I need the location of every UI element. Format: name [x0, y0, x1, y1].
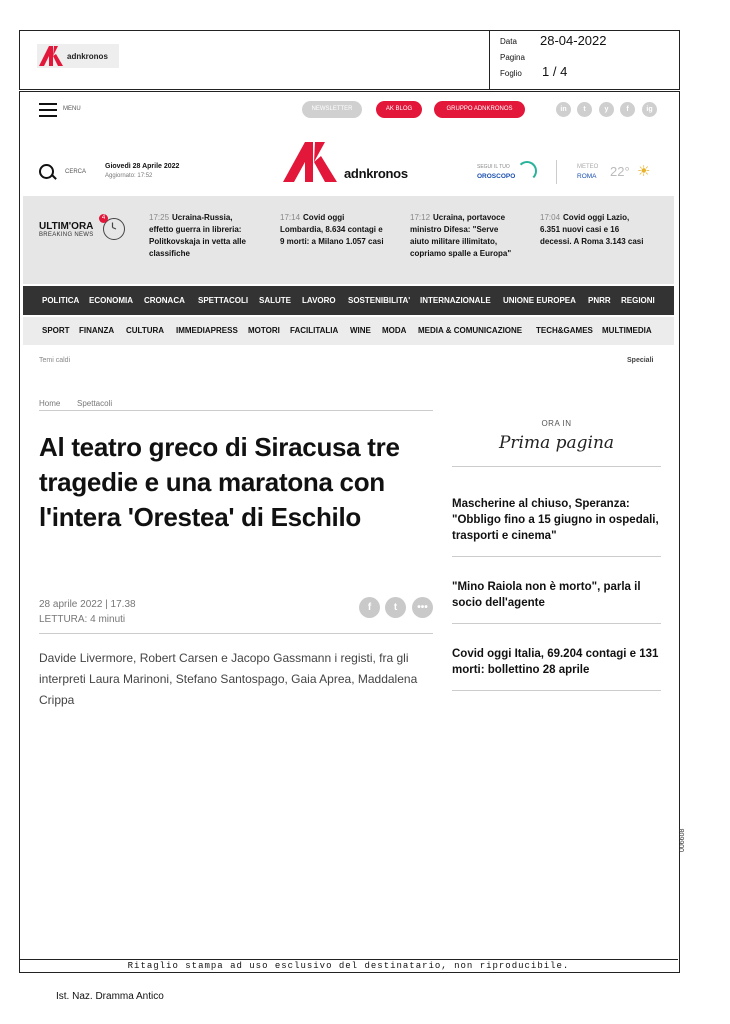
breaking-item[interactable]: 17:25 Ucraina-Russia, effetto guerra in libreria: Politkovskaja in vetta alle classifiche [149, 213, 246, 258]
meteo-city[interactable]: ROMA [577, 173, 597, 180]
clipping-header [19, 30, 680, 90]
main-logo-icon[interactable] [283, 142, 343, 182]
oroscopo-link[interactable]: OROSCOPO [477, 173, 516, 180]
menu-label[interactable]: MENU [63, 106, 81, 112]
clipping-meta [489, 31, 680, 89]
nav-item[interactable]: IMMEDIAPRESS [176, 326, 238, 335]
nav-item[interactable]: INTERNAZIONALE [420, 296, 491, 305]
facebook-icon[interactable]: f [620, 102, 635, 117]
youtube-icon[interactable]: y [599, 102, 614, 117]
menu-icon[interactable] [39, 103, 57, 121]
nav-item[interactable]: SALUTE [259, 296, 291, 305]
clipping-brand: adnkronos [67, 51, 108, 61]
clipping-code: 006608 [679, 828, 686, 852]
breaking-item[interactable]: 17:04 Covid oggi Lazio, 6.351 nuovi casi e 16 decessi. A Roma 3.143 casi [540, 213, 644, 246]
divider [556, 160, 557, 184]
primary-nav [23, 286, 674, 315]
nav-item[interactable]: SPETTACOLI [198, 296, 249, 305]
more-share-icon[interactable]: ••• [412, 597, 433, 618]
nav-item[interactable]: PNRR [588, 296, 611, 305]
pagina-label: Pagina [500, 53, 525, 62]
linkedin-icon[interactable]: in [556, 102, 571, 117]
nav-item[interactable]: SPORT [42, 326, 70, 335]
akblog-button[interactable]: AK BLOG [376, 101, 422, 118]
meteo-temp: 22° [610, 164, 630, 179]
adnkronos-logo-icon [39, 46, 65, 66]
breaking-title: ULTIM'ORA [39, 221, 94, 232]
nav-item[interactable]: MEDIA & COMUNICAZIONE [418, 326, 523, 335]
gruppo-button[interactable]: GRUPPO ADNKRONOS [434, 101, 525, 118]
nav-item[interactable]: ECONOMIA [89, 296, 133, 305]
nav-item[interactable]: CULTURA [126, 326, 165, 335]
breaking-subtitle: BREAKING NEWS [39, 232, 94, 238]
article-title: Al teatro greco di Siracusa tre tragedie e una maratona con l'intera 'Orestea' di Eschilo [39, 432, 400, 532]
nav-item[interactable]: MODA [382, 326, 407, 335]
clipping-strip: Ritaglio stampa ad uso esclusivo del destinatario, non riproducibile. [19, 959, 678, 972]
nav-item[interactable]: REGIONI [621, 296, 655, 305]
divider [452, 690, 661, 691]
divider [39, 633, 433, 634]
facebook-share-icon[interactable]: f [359, 597, 380, 618]
breadcrumb-section[interactable]: Spettacoli [77, 399, 113, 408]
data-label: Data [500, 37, 517, 46]
updated-time: Aggiornato: 17:52 [105, 173, 153, 179]
twitter-share-icon[interactable]: t [385, 597, 406, 618]
main-logo-text[interactable]: adnkronos [344, 166, 408, 181]
breaking-item[interactable]: 17:14 Covid oggi Lombardia, 8.634 contagi e 9 morti: a Milano 1.057 casi [280, 213, 384, 246]
nav-item[interactable]: POLITICA [42, 296, 80, 305]
reading-time: LETTURA: 4 minuti [39, 614, 126, 625]
newsletter-button[interactable]: NEWSLETTER [302, 101, 362, 118]
twitter-icon[interactable]: t [577, 102, 592, 117]
prima-pagina-heading: Prima pagina [498, 433, 615, 453]
clipping-logo [37, 44, 119, 68]
search-icon[interactable] [39, 164, 54, 179]
article-abstract: Davide Livermore, Robert Carsen e Jacopo Gassmann i registi, fra gli interpreti Laura Marinoni, Stefano Santospago, Gaia Aprea, Maddalena Crippa [39, 651, 418, 707]
divider [452, 556, 661, 557]
search-label[interactable]: CERCA [65, 169, 87, 175]
article-date: 28 aprile 2022 | 17.38 [39, 599, 136, 610]
nav-item[interactable]: WINE [350, 326, 371, 335]
nav-item[interactable]: CRONACA [144, 296, 185, 305]
secondary-nav [23, 317, 674, 345]
temi-caldi[interactable]: Temi caldi [39, 357, 71, 364]
nav-item[interactable]: SOSTENIBILITA' [348, 296, 411, 305]
divider [452, 466, 661, 467]
data-value: 28-04-2022 [540, 33, 607, 48]
meteo-label: METEO [577, 164, 599, 170]
current-date: Giovedì 28 Aprile 2022 [105, 163, 180, 170]
speciali-link[interactable]: Speciali [627, 357, 654, 364]
nav-item[interactable]: MOTORI [248, 326, 280, 335]
nav-item[interactable]: FACILITALIA [290, 326, 339, 335]
nav-item[interactable]: FINANZA [79, 326, 115, 335]
sidebar-headline[interactable]: Mascherine al chiuso, Speranza: "Obbligo fino a 15 giugno in ospedali, trasporti e cinema" [452, 498, 659, 542]
oroscopo-pre: SEGUI IL TUO [477, 164, 510, 170]
breaking-count-badge: 4 [99, 214, 108, 223]
divider [452, 623, 661, 624]
sun-icon: ☀ [637, 163, 651, 180]
divider [39, 410, 433, 411]
foglio-label: Foglio [500, 69, 522, 78]
nav-item[interactable]: LAVORO [302, 296, 336, 305]
sidebar-headline[interactable]: "Mino Raiola non è morto", parla il socio dell'agente [452, 581, 641, 609]
clipping-source: Ist. Naz. Dramma Antico [56, 991, 164, 1002]
nav-item[interactable]: MULTIMEDIA [602, 326, 652, 335]
nav-item[interactable]: TECH&GAMES [536, 326, 593, 335]
nav-item[interactable]: UNIONE EUROPEA [503, 296, 576, 305]
oroscopo-icon [517, 161, 537, 181]
instagram-icon[interactable]: ig [642, 102, 657, 117]
breadcrumb-home[interactable]: Home [39, 399, 61, 408]
sidebar-headline[interactable]: Covid oggi Italia, 69.204 contagi e 131 morti: bollettino 28 aprile [452, 648, 659, 676]
foglio-value: 1 / 4 [542, 64, 568, 79]
ora-in-label: ORA IN [541, 419, 572, 428]
breaking-item[interactable]: 17:12 Ucraina, portavoce ministro Difesa: "Serve aiuto militare illimitato, copriamo spalle a Europa" [410, 213, 512, 258]
